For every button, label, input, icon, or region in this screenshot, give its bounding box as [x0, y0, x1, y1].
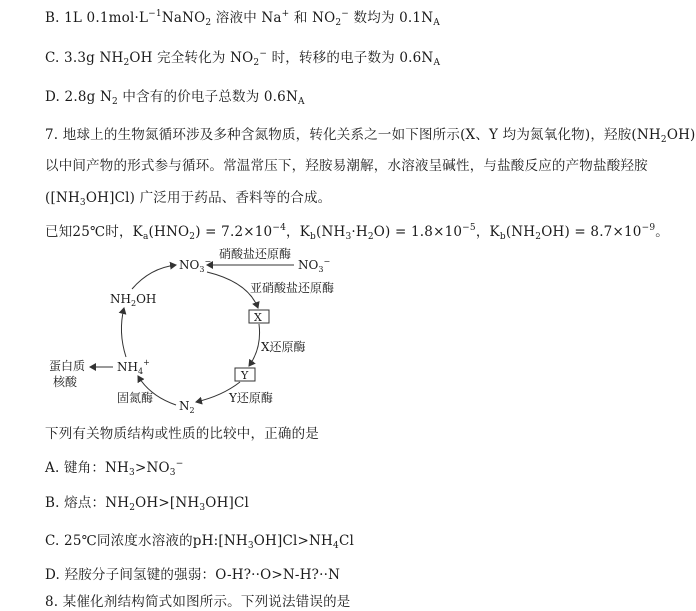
diagram-nh2oh: $NH_2OH$ — [110, 292, 157, 308]
option-d-line: D. 2.8g $N_2$ 中含有的价电子总数为 $0.6N_A$ — [45, 89, 305, 107]
q7-prompt: 下列有关物质结构或性质的比较中，正确的是 — [45, 426, 319, 442]
q7-line1: 7. 地球上的生物氮循环涉及多种含氮物质，转化关系之一如下图所示(X、Y 均为氮氧化物)，羟胺$(NH_2OH)$ — [45, 127, 696, 145]
diagram-no3-left: $NO_3^-$ — [179, 257, 212, 274]
diagram-box-x — [249, 310, 269, 323]
diagram-box-x-label: X — [254, 311, 262, 324]
q8-stem: 8. 某催化剂结构简式如图所示。下列说法错误的是 — [45, 594, 351, 610]
diagram-protein: 蛋白质 — [49, 359, 86, 373]
diagram-enzyme-x: X还原酶 — [261, 340, 306, 354]
option-b-letter: B. — [45, 10, 60, 26]
q7-number: 7. — [45, 127, 59, 143]
option-b-line: B. 1L $0.1mol\cdot L^{-1}NaNO_2$ 溶液中 Na+ 和 $NO_2^-$ 数均为 $0.1N_A$ — [45, 9, 440, 28]
diagram-enzyme-y: Y还原酶 — [229, 391, 273, 405]
option-c-letter: C. — [45, 50, 60, 66]
diagram-enzyme-nitrate: 硝酸盐还原酶 — [219, 247, 292, 261]
option-d-letter: D. — [45, 89, 61, 105]
arrow-n2-to-nh4 — [138, 376, 176, 405]
diagram-nucleic: 核酸 — [53, 375, 78, 389]
diagram-box-y — [235, 368, 255, 381]
q7-option-b: B. 熔点：$NH_2OH>[NH_3OH]Cl$ — [45, 495, 250, 513]
option-c-line: C. 3.3g $NH_2OH$ 完全转化为 $NO_2^-$ 时，转移的电子数为 $0.6N_A$ — [45, 49, 441, 68]
q7-line3: $([NH_3OH]Cl)$ 广泛用于药品、香料等的合成。 — [45, 190, 332, 208]
arrow-x-to-y — [249, 324, 260, 366]
diagram-enzyme-nitrogenase: 固氮酶 — [117, 391, 154, 405]
q7-option-d: D. 羟胺分子间氢键的强弱：O-H?··O>N-H?··N — [45, 567, 341, 583]
q7-option-c: C. 25℃同浓度水溶液的$pH:[NH_3OH]Cl>NH_4Cl$ — [45, 533, 355, 551]
diagram-box-y-label: Y — [241, 369, 249, 382]
arrow-y-to-n2 — [196, 382, 240, 402]
diagram-enzyme-nitrite: 亚硝酸盐还原酶 — [250, 281, 335, 295]
diagram-n2: $N_2$ — [179, 399, 195, 415]
diagram-nh4: $NH_4^+$ — [117, 358, 150, 376]
arrow-nh4-to-nh2oh — [121, 308, 126, 357]
q7-line2: 以中间产物的形式参与循环。常温常压下，羟胺易潮解，水溶液呈碱性，与盐酸反应的产物盐酸羟胺 — [45, 158, 648, 174]
q7-constants: 已知25℃时，$K_a(HNO_2) = 7.2\times 10^{-4}$，$K_b(NH_3\cdot H_2O) = 1.8\times 10^{-5}$，$K_b(NH_2OH) = 8.7\times 10^{-9}$。 — [45, 223, 669, 242]
arrow-no3-to-x — [207, 272, 258, 308]
arrow-nh2oh-to-no3 — [132, 265, 176, 289]
diagram-no3-right: $NO_3^-$ — [298, 257, 331, 274]
q7-option-a: A. 键角：$NH_3>NO_3^-$ — [45, 459, 184, 478]
